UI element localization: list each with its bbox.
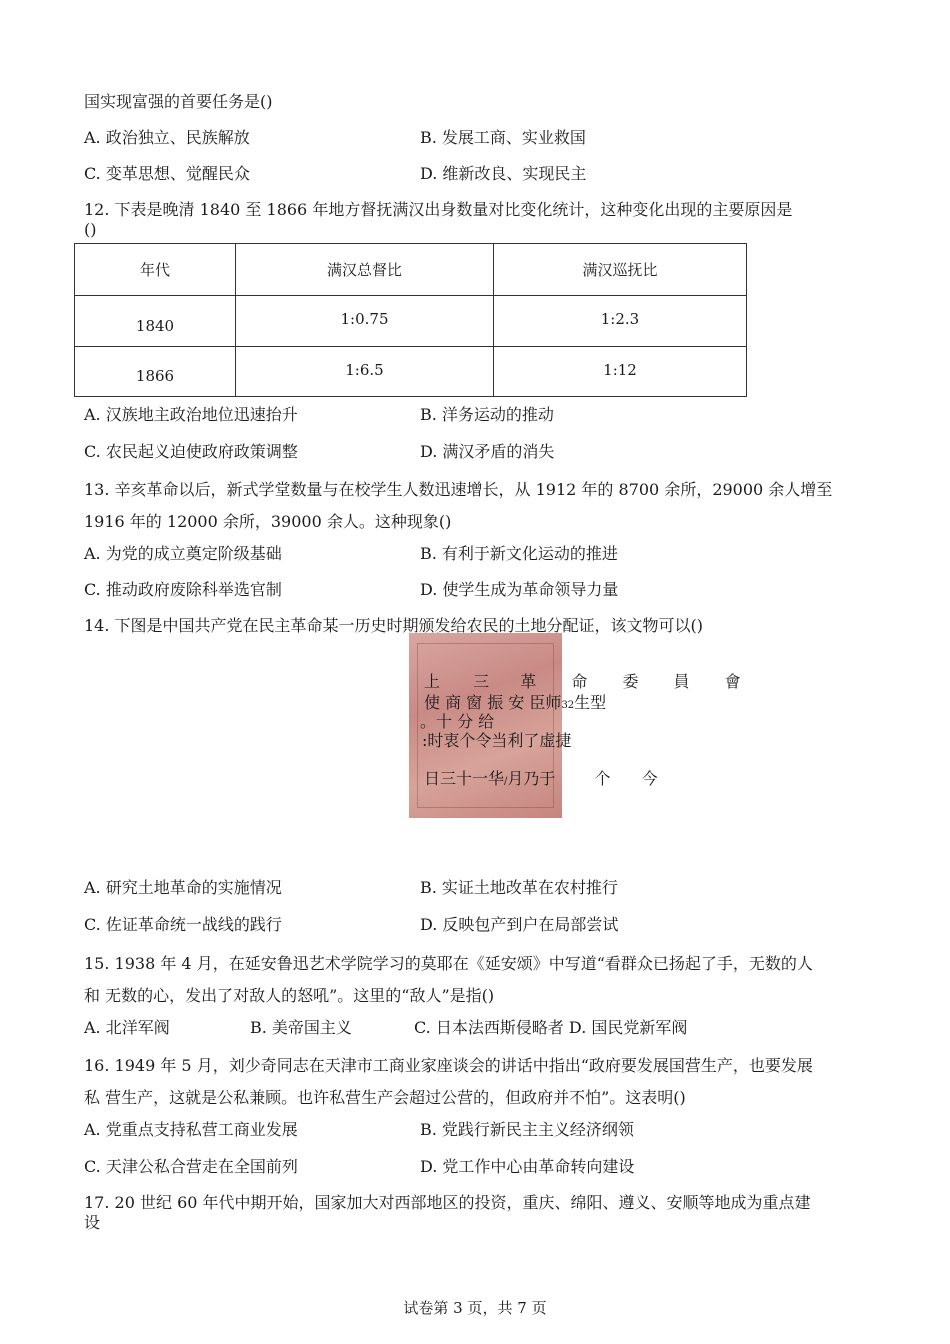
certificate-char: 員	[673, 672, 690, 691]
table-header-cell: 满汉巡抚比	[494, 244, 747, 296]
q12-statistics-table	[74, 243, 747, 397]
certificate-char: 會	[724, 672, 741, 691]
certificate-text: 生型	[574, 693, 607, 712]
q13-stem-line2: 1916 年的 12000 余所，39000 余人。这种现象()	[84, 512, 452, 531]
certificate-text: 日三十一华	[424, 769, 505, 788]
certificate-text-line5	[424, 766, 658, 789]
q16-stem-line2: 私 营生产，这就是公私兼顾。也许私营生产会超过公营的，但政府并不怕”。这表明()	[84, 1088, 686, 1107]
q11-option-c[interactable]: C. 变革思想、觉醒民众	[84, 164, 250, 183]
certificate-text: 32	[561, 700, 575, 711]
table-row	[75, 296, 747, 347]
q12-option-b[interactable]: B. 洋务运动的推动	[420, 405, 554, 424]
q14-option-b[interactable]: B. 实证土地改革在农村推行	[420, 878, 618, 897]
table-header-cell: 满汉总督比	[236, 244, 494, 296]
q16-stem-line1: 16. 1949 年 5 月，刘少奇同志在天津市工商业家座谈会的讲话中指出“政府要发展国营生产，也要发展	[84, 1056, 813, 1075]
q16-option-d[interactable]: D. 党工作中心由革命转向建设	[420, 1157, 635, 1176]
q15-option-a[interactable]: A. 北洋军阀	[84, 1018, 170, 1037]
q13-option-c[interactable]: C. 推动政府废除科举选官制	[84, 580, 282, 599]
q11-option-a[interactable]: A. 政治独立、民族解放	[84, 128, 250, 147]
q15-stem-line1: 15. 1938 年 4 月，在延安鲁迅艺术学院学习的莫耶在《延安颂》中写道“看群众已扬起了手，无数的人	[84, 954, 813, 973]
certificate-char: 革	[520, 672, 537, 691]
q14-option-c[interactable]: C. 佐证革命统一战线的践行	[84, 915, 282, 934]
q16-option-c[interactable]: C. 天津公私合营走在全国前列	[84, 1157, 298, 1176]
table-cell: 1:0.75	[236, 296, 494, 347]
q12-stem-line1: 12. 下表是晚清 1840 至 1866 年地方督抚满汉出身数量对比变化统计，这种变化出现的主要原因是	[84, 200, 793, 219]
table-cell: 1:2.3	[494, 296, 747, 347]
q15-stem-line2: 和 无数的心，发出了对敌人的怒吼”。这里的“敌人”是指()	[84, 986, 495, 1005]
certificate-text: 今	[641, 769, 658, 788]
table-row	[75, 347, 747, 397]
certificate-text: 月乃于	[507, 769, 556, 788]
q12-option-d[interactable]: D. 满汉矛盾的消失	[420, 442, 555, 461]
q11-stem-tail: 国实现富强的首要任务是()	[84, 92, 273, 111]
table-cell: 1:6.5	[236, 347, 494, 397]
q13-option-d[interactable]: D. 使学生成为革命领导力量	[420, 580, 619, 599]
q13-stem-line1: 13. 辛亥革命以后，新式学堂数量与在校学生人数迅速增长，从 1912 年的 8700 余所，29000 余人增至	[84, 480, 833, 499]
q14-option-d[interactable]: D. 反映包产到户在局部尝试	[420, 915, 619, 934]
q12-option-a[interactable]: A. 汉族地主政治地位迅速抬升	[84, 405, 298, 424]
certificate-char: 委	[622, 672, 639, 691]
q17-stem-line1: 17. 20 世纪 60 年代中期开始，国家加大对西部地区的投资，重庆、绵阳、遵义、安顺等地成为重点建	[84, 1193, 811, 1212]
certificate-text-line1	[424, 669, 741, 692]
table-header-row	[75, 244, 747, 296]
page-footer: 试卷第 3 页，共 7 页	[403, 1299, 547, 1317]
certificate-text: /	[504, 776, 508, 787]
certificate-char: 上	[424, 672, 441, 691]
q14-option-a[interactable]: A. 研究土地革命的实施情况	[84, 878, 282, 897]
q11-option-b[interactable]: B. 发展工商、实业救国	[420, 128, 586, 147]
certificate-text: 使 商 窗 振 安 臣师	[424, 693, 562, 712]
q16-option-b[interactable]: B. 党践行新民主主义经济纲领	[420, 1120, 634, 1139]
certificate-char: 三	[473, 672, 490, 691]
certificate-char: 命	[571, 672, 588, 691]
q12-stem-line2: ()	[84, 220, 97, 239]
certificate-text: 个	[594, 769, 611, 788]
q14-stem: 14. 下图是中国共产党在民主革命某一历史时期颁发给农民的土地分配证，该文物可以()	[84, 616, 704, 635]
certificate-text-line4: :时衷个令当利了虚捷	[422, 731, 572, 750]
q15-option-b[interactable]: B. 美帝国主义	[250, 1018, 352, 1037]
q16-option-a[interactable]: A. 党重点支持私营工商业发展	[84, 1120, 298, 1139]
q13-option-b[interactable]: B. 有利于新文化运动的推进	[420, 544, 618, 563]
certificate-text-line3: 。十 分 给	[420, 712, 495, 731]
table-cell: 1840	[75, 296, 236, 347]
q11-option-d[interactable]: D. 维新改良、实现民主	[420, 164, 587, 183]
q15-option-cd[interactable]: C. 日本法西斯侵略者 D. 国民党新军阀	[414, 1018, 688, 1037]
q13-option-a[interactable]: A. 为党的成立奠定阶级基础	[84, 544, 282, 563]
table-header-cell: 年代	[75, 244, 236, 296]
table-cell: 1:12	[494, 347, 747, 397]
table-cell: 1866	[75, 347, 236, 397]
q12-option-c[interactable]: C. 农民起义迫使政府政策调整	[84, 442, 298, 461]
q17-stem-line2: 设	[84, 1213, 101, 1232]
